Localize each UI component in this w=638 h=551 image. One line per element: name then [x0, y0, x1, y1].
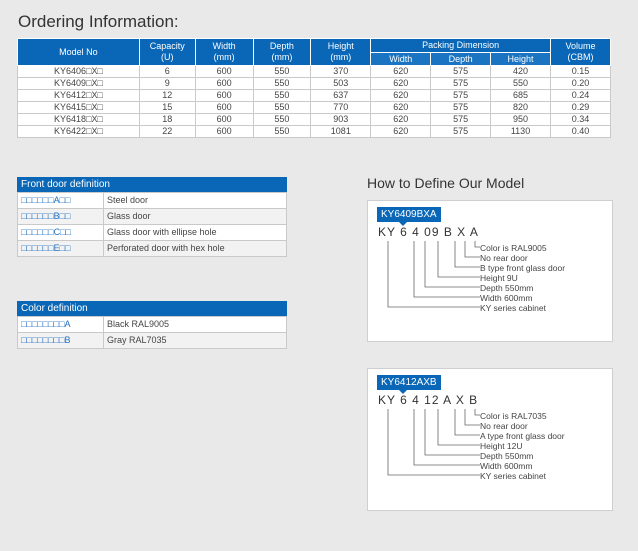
table-cell: 600: [195, 66, 253, 78]
table-cell: 575: [431, 102, 491, 114]
table-cell: 575: [431, 78, 491, 90]
legend-item: A type front glass door: [480, 431, 565, 441]
table-row: [18, 114, 611, 126]
legend-item: Height 12U: [480, 441, 523, 451]
definition-code: □□□□□□E□□: [18, 241, 104, 257]
table-cell: 575: [431, 126, 491, 138]
definition-row: [18, 193, 287, 209]
legend-item: KY series cabinet: [480, 303, 546, 313]
table-cell: 620: [371, 78, 431, 90]
definition-code: □□□□□□C□□: [18, 225, 104, 241]
definition-desc: Perforated door with hex hole: [104, 241, 287, 257]
color-title: Color definition: [17, 301, 287, 316]
table-cell: 620: [371, 126, 431, 138]
definition-code: □□□□□□A□□: [18, 193, 104, 209]
model-example-1: [367, 200, 613, 342]
legend-item: No rear door: [480, 421, 528, 431]
legend-item: Depth 550mm: [480, 283, 534, 293]
header-capacity: Capacity (U): [139, 39, 195, 66]
legend-item: Color is RAL9005: [480, 243, 547, 253]
table-cell: 950: [491, 114, 551, 126]
model-tag: KY6409BXA: [377, 207, 441, 222]
table-cell: 575: [431, 114, 491, 126]
table-row: [18, 126, 611, 138]
model-code: KY 6 4 09 B X A: [378, 225, 479, 239]
definition-desc: Steel door: [104, 193, 287, 209]
definition-desc: Gray RAL7035: [104, 333, 287, 349]
page-title: Ordering Information:: [18, 12, 179, 31]
table-cell: KY6409□X□: [18, 78, 140, 90]
table-cell: 0.34: [550, 114, 610, 126]
table-cell: 600: [195, 102, 253, 114]
table-cell: 9: [139, 78, 195, 90]
table-cell: KY6406□X□: [18, 66, 140, 78]
table-cell: 620: [371, 66, 431, 78]
table-cell: KY6422□X□: [18, 126, 140, 138]
model-code: KY 6 4 12 A X B: [378, 393, 479, 407]
model-example-2: [367, 368, 613, 511]
table-cell: 18: [139, 114, 195, 126]
table-cell: 903: [311, 114, 371, 126]
ordering-table: [17, 38, 611, 138]
table-cell: 1130: [491, 126, 551, 138]
table-row: [18, 102, 611, 114]
definition-code: □□□□□□□□B: [18, 333, 104, 349]
header-volume: Volume (CBM): [550, 39, 610, 66]
table-cell: 770: [311, 102, 371, 114]
table-cell: 637: [311, 90, 371, 102]
header-height: Height (mm): [311, 39, 371, 66]
header-packing-depth: Depth: [431, 53, 491, 66]
table-cell: 12: [139, 90, 195, 102]
definition-row: [18, 209, 287, 225]
howto-title: How to Define Our Model: [367, 175, 525, 191]
table-cell: 620: [371, 102, 431, 114]
table-row: [18, 78, 611, 90]
table-cell: 575: [431, 90, 491, 102]
table-cell: 0.29: [550, 102, 610, 114]
definition-desc: Black RAL9005: [104, 317, 287, 333]
table-cell: 1081: [311, 126, 371, 138]
table-cell: 550: [253, 114, 311, 126]
front-door-definition: [17, 177, 287, 257]
table-cell: 575: [431, 66, 491, 78]
table-cell: 503: [311, 78, 371, 90]
legend-item: Depth 550mm: [480, 451, 534, 461]
color-definition: [17, 301, 287, 349]
table-cell: 600: [195, 90, 253, 102]
table-cell: 550: [253, 66, 311, 78]
table-cell: KY6412□X□: [18, 90, 140, 102]
table-row: [18, 66, 611, 78]
table-cell: 600: [195, 126, 253, 138]
definition-desc: Glass door: [104, 209, 287, 225]
header-packing-height: Height: [491, 53, 551, 66]
table-cell: 550: [491, 78, 551, 90]
table-cell: 6: [139, 66, 195, 78]
legend-item: Width 600mm: [480, 461, 533, 471]
legend-item: No rear door: [480, 253, 528, 263]
table-cell: KY6418□X□: [18, 114, 140, 126]
table-cell: 15: [139, 102, 195, 114]
table-cell: 22: [139, 126, 195, 138]
table-cell: 820: [491, 102, 551, 114]
header-packing-width: Width: [371, 53, 431, 66]
table-cell: 0.15: [550, 66, 610, 78]
header-width: Width (mm): [195, 39, 253, 66]
table-cell: 550: [253, 102, 311, 114]
table-cell: 550: [253, 126, 311, 138]
legend-item: Height 9U: [480, 273, 518, 283]
table-row: [18, 90, 611, 102]
table-cell: 600: [195, 114, 253, 126]
table-cell: 685: [491, 90, 551, 102]
table-cell: 550: [253, 90, 311, 102]
definition-desc: Glass door with ellipse hole: [104, 225, 287, 241]
legend-item: KY series cabinet: [480, 471, 546, 481]
definition-code: □□□□□□B□□: [18, 209, 104, 225]
legend-item: Color is RAL7035: [480, 411, 547, 421]
definition-code: □□□□□□□□A: [18, 317, 104, 333]
definition-row: [18, 333, 287, 349]
model-tag: KY6412AXB: [377, 375, 441, 390]
table-cell: 370: [311, 66, 371, 78]
table-cell: 600: [195, 78, 253, 90]
table-cell: 550: [253, 78, 311, 90]
table-cell: 420: [491, 66, 551, 78]
header-model: Model No: [18, 39, 140, 66]
legend-item: Width 600mm: [480, 293, 533, 303]
header-depth: Depth (mm): [253, 39, 311, 66]
table-cell: 0.20: [550, 78, 610, 90]
legend-item: B type front glass door: [480, 263, 566, 273]
table-cell: KY6415□X□: [18, 102, 140, 114]
front-door-title: Front door definition: [17, 177, 287, 192]
table-cell: 0.40: [550, 126, 610, 138]
table-cell: 0.24: [550, 90, 610, 102]
definition-row: [18, 317, 287, 333]
table-cell: 620: [371, 114, 431, 126]
definition-row: [18, 225, 287, 241]
definition-row: [18, 241, 287, 257]
header-packing: Packing Dimension: [371, 39, 551, 53]
table-cell: 620: [371, 90, 431, 102]
